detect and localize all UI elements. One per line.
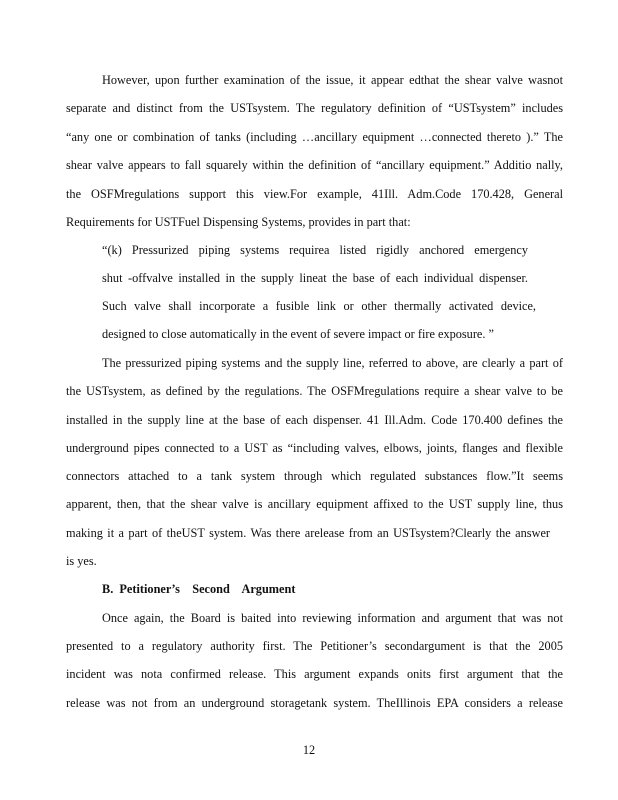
paragraph-3-line-3: incident was nota confirmed release. This argument expands onits first argument that the	[66, 667, 563, 681]
quote-line-2: shut -offvalve installed in the supply lineat the base of each individual dispenser.	[102, 271, 528, 285]
paragraph-1-line-5: the OSFMregulations support this view.For example, 41Ill. Adm.Code 170.428, General	[66, 187, 563, 201]
paragraph-2-line-8: is yes.	[66, 554, 97, 568]
page-number: 12	[302, 743, 316, 757]
quote-line-1: “(k) Pressurized piping systems requirea listed rigidly anchored emergency	[102, 243, 528, 257]
quote-line-4: designed to close automatically in the event of severe impact or fire exposure. ”	[102, 327, 494, 341]
paragraph-2-line-4: underground pipes connected to a UST as “including valves, elbows, joints, flanges and flexible	[66, 441, 563, 455]
section-heading: B. Petitioner’s Second Argument	[102, 582, 296, 596]
paragraph-2-line-2: the USTsystem, as defined by the regulations. The OSFMregulations require a shear valve to be	[66, 384, 563, 398]
paragraph-2-line-7: making it a part of theUST system. Was there arelease from an USTsystem?Clearly the answer	[66, 526, 550, 540]
paragraph-1-line-1: However, upon further examination of the issue, it appear edthat the shear valve wasnot	[102, 73, 563, 87]
paragraph-1-line-2: separate and distinct from the USTsystem. The regulatory definition of “USTsystem” includes	[66, 101, 563, 115]
paragraph-3-line-2: presented to a regulatory authority first. The Petitioner’s secondargument is that the 2005	[66, 639, 563, 653]
paragraph-2-line-1: The pressurized piping systems and the supply line, referred to above, are clearly a part of	[102, 356, 563, 370]
paragraph-1-line-4: shear valve appears to fall squarely within the definition of “ancillary equipment.” Additio nally,	[66, 158, 563, 172]
paragraph-2-line-5: connectors attached to a tank system through which regulated substances flow.”It seems	[66, 469, 563, 483]
paragraph-3-line-1: Once again, the Board is baited into reviewing information and argument that was not	[102, 611, 563, 625]
paragraph-2-line-6: apparent, then, that the shear valve is ancillary equipment affixed to the UST supply line, thus	[66, 497, 563, 511]
quote-line-3: Such valve shall incorporate a fusible link or other thermally activated device,	[102, 299, 536, 313]
paragraph-1-line-6: Requirements for USTFuel Dispensing Systems, provides in part that:	[66, 215, 411, 229]
paragraph-1-line-3: “any one or combination of tanks (including …ancillary equipment …connected thereto ).” The	[66, 130, 563, 144]
paragraph-2-line-3: installed in the supply line at the base of each dispenser. 41 Ill.Adm. Code 170.400 defines the	[66, 413, 563, 427]
paragraph-3-line-4: release was not from an underground storagetank system. TheIllinois EPA considers a release	[66, 696, 563, 710]
